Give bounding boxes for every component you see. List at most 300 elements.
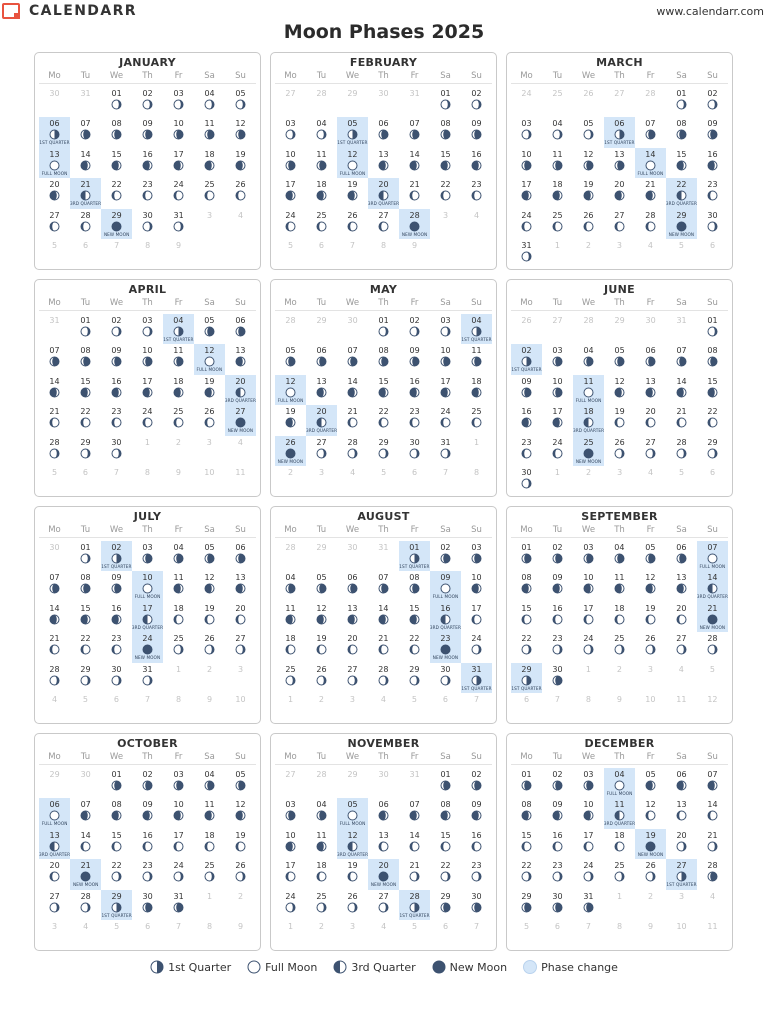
day-cell[interactable]	[461, 314, 492, 344]
day-cell[interactable]	[306, 890, 337, 920]
day-cell[interactable]	[70, 890, 101, 920]
day-cell[interactable]	[430, 829, 461, 859]
day-cell[interactable]	[542, 405, 573, 435]
day-cell[interactable]	[132, 314, 163, 344]
day-cell[interactable]	[101, 859, 132, 889]
day-cell[interactable]	[337, 178, 368, 208]
day-cell[interactable]	[604, 148, 635, 178]
day-cell[interactable]	[101, 344, 132, 374]
day-cell[interactable]	[194, 375, 225, 405]
day-cell[interactable]	[697, 344, 728, 374]
day-cell[interactable]	[430, 768, 461, 798]
day-cell[interactable]	[101, 541, 132, 571]
day-cell[interactable]	[604, 632, 635, 662]
day-cell[interactable]	[368, 344, 399, 374]
day-cell[interactable]	[225, 405, 256, 435]
day-cell[interactable]	[430, 571, 461, 601]
day-cell[interactable]	[573, 148, 604, 178]
day-cell[interactable]	[697, 314, 728, 344]
day-cell[interactable]	[666, 117, 697, 147]
day-cell[interactable]	[70, 148, 101, 178]
day-cell[interactable]	[697, 632, 728, 662]
day-cell[interactable]	[573, 602, 604, 632]
day-cell[interactable]	[542, 632, 573, 662]
day-cell[interactable]	[368, 663, 399, 693]
day-cell[interactable]	[194, 344, 225, 374]
day-cell[interactable]	[697, 405, 728, 435]
day-cell[interactable]	[573, 436, 604, 466]
day-cell[interactable]	[511, 436, 542, 466]
day-cell[interactable]	[194, 829, 225, 859]
day-cell[interactable]	[163, 798, 194, 828]
day-cell[interactable]	[461, 571, 492, 601]
day-cell[interactable]	[635, 375, 666, 405]
day-cell[interactable]	[132, 344, 163, 374]
day-cell[interactable]	[275, 178, 306, 208]
day-cell[interactable]	[635, 541, 666, 571]
day-cell[interactable]	[39, 663, 70, 693]
day-cell[interactable]	[101, 602, 132, 632]
day-cell[interactable]	[399, 375, 430, 405]
day-cell[interactable]	[225, 375, 256, 405]
day-cell[interactable]	[430, 632, 461, 662]
day-cell[interactable]	[461, 117, 492, 147]
day-cell[interactable]	[306, 602, 337, 632]
day-cell[interactable]	[132, 602, 163, 632]
day-cell[interactable]	[368, 209, 399, 239]
day-cell[interactable]	[337, 209, 368, 239]
day-cell[interactable]	[542, 117, 573, 147]
day-cell[interactable]	[337, 890, 368, 920]
day-cell[interactable]	[635, 859, 666, 889]
day-cell[interactable]	[430, 314, 461, 344]
day-cell[interactable]	[337, 829, 368, 859]
day-cell[interactable]	[604, 436, 635, 466]
day-cell[interactable]	[542, 859, 573, 889]
day-cell[interactable]	[461, 148, 492, 178]
day-cell[interactable]	[70, 541, 101, 571]
day-cell[interactable]	[163, 890, 194, 920]
day-cell[interactable]	[225, 178, 256, 208]
day-cell[interactable]	[225, 314, 256, 344]
day-cell[interactable]	[666, 148, 697, 178]
day-cell[interactable]	[306, 663, 337, 693]
day-cell[interactable]	[573, 344, 604, 374]
day-cell[interactable]	[194, 602, 225, 632]
day-cell[interactable]	[194, 541, 225, 571]
day-cell[interactable]	[542, 344, 573, 374]
day-cell[interactable]	[461, 798, 492, 828]
day-cell[interactable]	[337, 798, 368, 828]
day-cell[interactable]	[368, 829, 399, 859]
day-cell[interactable]	[163, 829, 194, 859]
day-cell[interactable]	[573, 178, 604, 208]
day-cell[interactable]	[275, 663, 306, 693]
day-cell[interactable]	[101, 405, 132, 435]
day-cell[interactable]	[225, 117, 256, 147]
day-cell[interactable]	[275, 890, 306, 920]
day-cell[interactable]	[399, 663, 430, 693]
day-cell[interactable]	[101, 829, 132, 859]
day-cell[interactable]	[461, 602, 492, 632]
day-cell[interactable]	[132, 798, 163, 828]
day-cell[interactable]	[666, 178, 697, 208]
day-cell[interactable]	[573, 209, 604, 239]
day-cell[interactable]	[163, 314, 194, 344]
day-cell[interactable]	[39, 405, 70, 435]
day-cell[interactable]	[635, 178, 666, 208]
day-cell[interactable]	[194, 314, 225, 344]
day-cell[interactable]	[39, 344, 70, 374]
day-cell[interactable]	[39, 209, 70, 239]
day-cell[interactable]	[163, 375, 194, 405]
day-cell[interactable]	[70, 209, 101, 239]
day-cell[interactable]	[368, 859, 399, 889]
day-cell[interactable]	[275, 571, 306, 601]
day-cell[interactable]	[430, 890, 461, 920]
day-cell[interactable]	[275, 859, 306, 889]
day-cell[interactable]	[194, 178, 225, 208]
day-cell[interactable]	[697, 436, 728, 466]
day-cell[interactable]	[39, 148, 70, 178]
day-cell[interactable]	[101, 87, 132, 117]
day-cell[interactable]	[225, 602, 256, 632]
day-cell[interactable]	[70, 178, 101, 208]
day-cell[interactable]	[511, 466, 542, 496]
day-cell[interactable]	[666, 632, 697, 662]
day-cell[interactable]	[39, 436, 70, 466]
day-cell[interactable]	[511, 632, 542, 662]
day-cell[interactable]	[666, 859, 697, 889]
day-cell[interactable]	[697, 117, 728, 147]
day-cell[interactable]	[461, 859, 492, 889]
day-cell[interactable]	[39, 117, 70, 147]
day-cell[interactable]	[101, 632, 132, 662]
day-cell[interactable]	[697, 798, 728, 828]
day-cell[interactable]	[511, 178, 542, 208]
day-cell[interactable]	[399, 859, 430, 889]
day-cell[interactable]	[604, 178, 635, 208]
day-cell[interactable]	[368, 314, 399, 344]
day-cell[interactable]	[573, 405, 604, 435]
day-cell[interactable]	[368, 436, 399, 466]
day-cell[interactable]	[163, 148, 194, 178]
day-cell[interactable]	[132, 571, 163, 601]
day-cell[interactable]	[635, 571, 666, 601]
day-cell[interactable]	[39, 829, 70, 859]
day-cell[interactable]	[461, 890, 492, 920]
day-cell[interactable]	[666, 602, 697, 632]
day-cell[interactable]	[101, 148, 132, 178]
day-cell[interactable]	[511, 663, 542, 693]
day-cell[interactable]	[368, 602, 399, 632]
day-cell[interactable]	[461, 768, 492, 798]
day-cell[interactable]	[39, 602, 70, 632]
day-cell[interactable]	[635, 602, 666, 632]
day-cell[interactable]	[70, 663, 101, 693]
day-cell[interactable]	[399, 314, 430, 344]
day-cell[interactable]	[101, 209, 132, 239]
day-cell[interactable]	[70, 436, 101, 466]
day-cell[interactable]	[399, 436, 430, 466]
day-cell[interactable]	[163, 117, 194, 147]
day-cell[interactable]	[461, 663, 492, 693]
day-cell[interactable]	[368, 148, 399, 178]
day-cell[interactable]	[461, 829, 492, 859]
day-cell[interactable]	[604, 541, 635, 571]
day-cell[interactable]	[430, 178, 461, 208]
day-cell[interactable]	[132, 209, 163, 239]
day-cell[interactable]	[306, 209, 337, 239]
day-cell[interactable]	[225, 859, 256, 889]
day-cell[interactable]	[101, 663, 132, 693]
day-cell[interactable]	[573, 768, 604, 798]
day-cell[interactable]	[337, 117, 368, 147]
day-cell[interactable]	[306, 436, 337, 466]
day-cell[interactable]	[337, 148, 368, 178]
day-cell[interactable]	[368, 405, 399, 435]
day-cell[interactable]	[666, 571, 697, 601]
day-cell[interactable]	[697, 859, 728, 889]
day-cell[interactable]	[275, 632, 306, 662]
day-cell[interactable]	[635, 436, 666, 466]
day-cell[interactable]	[461, 541, 492, 571]
day-cell[interactable]	[225, 798, 256, 828]
day-cell[interactable]	[101, 890, 132, 920]
day-cell[interactable]	[573, 571, 604, 601]
day-cell[interactable]	[573, 375, 604, 405]
day-cell[interactable]	[697, 571, 728, 601]
day-cell[interactable]	[306, 571, 337, 601]
day-cell[interactable]	[430, 541, 461, 571]
day-cell[interactable]	[697, 87, 728, 117]
day-cell[interactable]	[697, 602, 728, 632]
day-cell[interactable]	[194, 571, 225, 601]
brand-logo[interactable]	[2, 3, 137, 19]
day-cell[interactable]	[635, 344, 666, 374]
day-cell[interactable]	[163, 87, 194, 117]
day-cell[interactable]	[461, 178, 492, 208]
day-cell[interactable]	[163, 209, 194, 239]
day-cell[interactable]	[635, 209, 666, 239]
day-cell[interactable]	[132, 405, 163, 435]
day-cell[interactable]	[163, 344, 194, 374]
day-cell[interactable]	[132, 117, 163, 147]
day-cell[interactable]	[461, 632, 492, 662]
day-cell[interactable]	[666, 405, 697, 435]
day-cell[interactable]	[163, 602, 194, 632]
day-cell[interactable]	[573, 890, 604, 920]
day-cell[interactable]	[225, 87, 256, 117]
day-cell[interactable]	[70, 405, 101, 435]
day-cell[interactable]	[542, 178, 573, 208]
day-cell[interactable]	[132, 859, 163, 889]
day-cell[interactable]	[399, 209, 430, 239]
day-cell[interactable]	[399, 890, 430, 920]
day-cell[interactable]	[511, 375, 542, 405]
day-cell[interactable]	[337, 602, 368, 632]
day-cell[interactable]	[306, 117, 337, 147]
day-cell[interactable]	[163, 405, 194, 435]
day-cell[interactable]	[368, 632, 399, 662]
day-cell[interactable]	[573, 117, 604, 147]
day-cell[interactable]	[604, 375, 635, 405]
day-cell[interactable]	[225, 632, 256, 662]
day-cell[interactable]	[461, 375, 492, 405]
day-cell[interactable]	[275, 798, 306, 828]
day-cell[interactable]	[132, 541, 163, 571]
day-cell[interactable]	[132, 148, 163, 178]
day-cell[interactable]	[542, 571, 573, 601]
day-cell[interactable]	[194, 632, 225, 662]
day-cell[interactable]	[368, 890, 399, 920]
day-cell[interactable]	[306, 178, 337, 208]
day-cell[interactable]	[511, 571, 542, 601]
day-cell[interactable]	[511, 798, 542, 828]
day-cell[interactable]	[511, 117, 542, 147]
day-cell[interactable]	[604, 344, 635, 374]
day-cell[interactable]	[511, 405, 542, 435]
day-cell[interactable]	[225, 344, 256, 374]
day-cell[interactable]	[163, 768, 194, 798]
day-cell[interactable]	[39, 571, 70, 601]
day-cell[interactable]	[101, 117, 132, 147]
day-cell[interactable]	[542, 663, 573, 693]
day-cell[interactable]	[194, 405, 225, 435]
day-cell[interactable]	[697, 541, 728, 571]
day-cell[interactable]	[666, 541, 697, 571]
day-cell[interactable]	[70, 859, 101, 889]
day-cell[interactable]	[39, 890, 70, 920]
day-cell[interactable]	[399, 541, 430, 571]
day-cell[interactable]	[635, 768, 666, 798]
day-cell[interactable]	[39, 859, 70, 889]
day-cell[interactable]	[604, 602, 635, 632]
day-cell[interactable]	[163, 541, 194, 571]
day-cell[interactable]	[70, 344, 101, 374]
site-url[interactable]: www.calendarr.com	[656, 5, 764, 18]
day-cell[interactable]	[101, 436, 132, 466]
day-cell[interactable]	[194, 148, 225, 178]
day-cell[interactable]	[70, 117, 101, 147]
day-cell[interactable]	[666, 344, 697, 374]
day-cell[interactable]	[101, 571, 132, 601]
day-cell[interactable]	[399, 571, 430, 601]
day-cell[interactable]	[430, 148, 461, 178]
day-cell[interactable]	[101, 768, 132, 798]
day-cell[interactable]	[511, 890, 542, 920]
day-cell[interactable]	[275, 209, 306, 239]
day-cell[interactable]	[163, 859, 194, 889]
day-cell[interactable]	[337, 405, 368, 435]
day-cell[interactable]	[337, 571, 368, 601]
day-cell[interactable]	[39, 178, 70, 208]
day-cell[interactable]	[604, 859, 635, 889]
day-cell[interactable]	[275, 375, 306, 405]
day-cell[interactable]	[132, 663, 163, 693]
day-cell[interactable]	[542, 768, 573, 798]
day-cell[interactable]	[70, 829, 101, 859]
day-cell[interactable]	[430, 375, 461, 405]
day-cell[interactable]	[163, 178, 194, 208]
day-cell[interactable]	[132, 829, 163, 859]
day-cell[interactable]	[225, 768, 256, 798]
day-cell[interactable]	[194, 798, 225, 828]
day-cell[interactable]	[368, 117, 399, 147]
day-cell[interactable]	[542, 148, 573, 178]
day-cell[interactable]	[275, 405, 306, 435]
day-cell[interactable]	[511, 344, 542, 374]
day-cell[interactable]	[70, 632, 101, 662]
day-cell[interactable]	[511, 768, 542, 798]
day-cell[interactable]	[511, 239, 542, 269]
day-cell[interactable]	[542, 436, 573, 466]
day-cell[interactable]	[461, 87, 492, 117]
day-cell[interactable]	[542, 798, 573, 828]
day-cell[interactable]	[604, 405, 635, 435]
day-cell[interactable]	[697, 178, 728, 208]
day-cell[interactable]	[604, 768, 635, 798]
day-cell[interactable]	[542, 375, 573, 405]
day-cell[interactable]	[511, 541, 542, 571]
day-cell[interactable]	[306, 859, 337, 889]
day-cell[interactable]	[697, 375, 728, 405]
day-cell[interactable]	[399, 344, 430, 374]
day-cell[interactable]	[399, 148, 430, 178]
day-cell[interactable]	[511, 829, 542, 859]
day-cell[interactable]	[604, 571, 635, 601]
day-cell[interactable]	[635, 148, 666, 178]
day-cell[interactable]	[430, 663, 461, 693]
day-cell[interactable]	[542, 602, 573, 632]
day-cell[interactable]	[430, 859, 461, 889]
day-cell[interactable]	[430, 87, 461, 117]
day-cell[interactable]	[132, 87, 163, 117]
day-cell[interactable]	[337, 436, 368, 466]
day-cell[interactable]	[337, 859, 368, 889]
day-cell[interactable]	[275, 602, 306, 632]
day-cell[interactable]	[225, 571, 256, 601]
day-cell[interactable]	[666, 87, 697, 117]
day-cell[interactable]	[368, 798, 399, 828]
day-cell[interactable]	[399, 632, 430, 662]
day-cell[interactable]	[306, 344, 337, 374]
day-cell[interactable]	[70, 571, 101, 601]
day-cell[interactable]	[666, 829, 697, 859]
day-cell[interactable]	[666, 375, 697, 405]
day-cell[interactable]	[337, 632, 368, 662]
day-cell[interactable]	[101, 178, 132, 208]
day-cell[interactable]	[430, 602, 461, 632]
day-cell[interactable]	[399, 829, 430, 859]
day-cell[interactable]	[132, 178, 163, 208]
day-cell[interactable]	[604, 117, 635, 147]
day-cell[interactable]	[368, 178, 399, 208]
day-cell[interactable]	[542, 890, 573, 920]
day-cell[interactable]	[194, 859, 225, 889]
day-cell[interactable]	[511, 602, 542, 632]
day-cell[interactable]	[461, 344, 492, 374]
day-cell[interactable]	[132, 890, 163, 920]
day-cell[interactable]	[275, 829, 306, 859]
day-cell[interactable]	[70, 375, 101, 405]
day-cell[interactable]	[39, 632, 70, 662]
day-cell[interactable]	[573, 798, 604, 828]
day-cell[interactable]	[399, 178, 430, 208]
day-cell[interactable]	[430, 405, 461, 435]
day-cell[interactable]	[194, 768, 225, 798]
day-cell[interactable]	[225, 541, 256, 571]
